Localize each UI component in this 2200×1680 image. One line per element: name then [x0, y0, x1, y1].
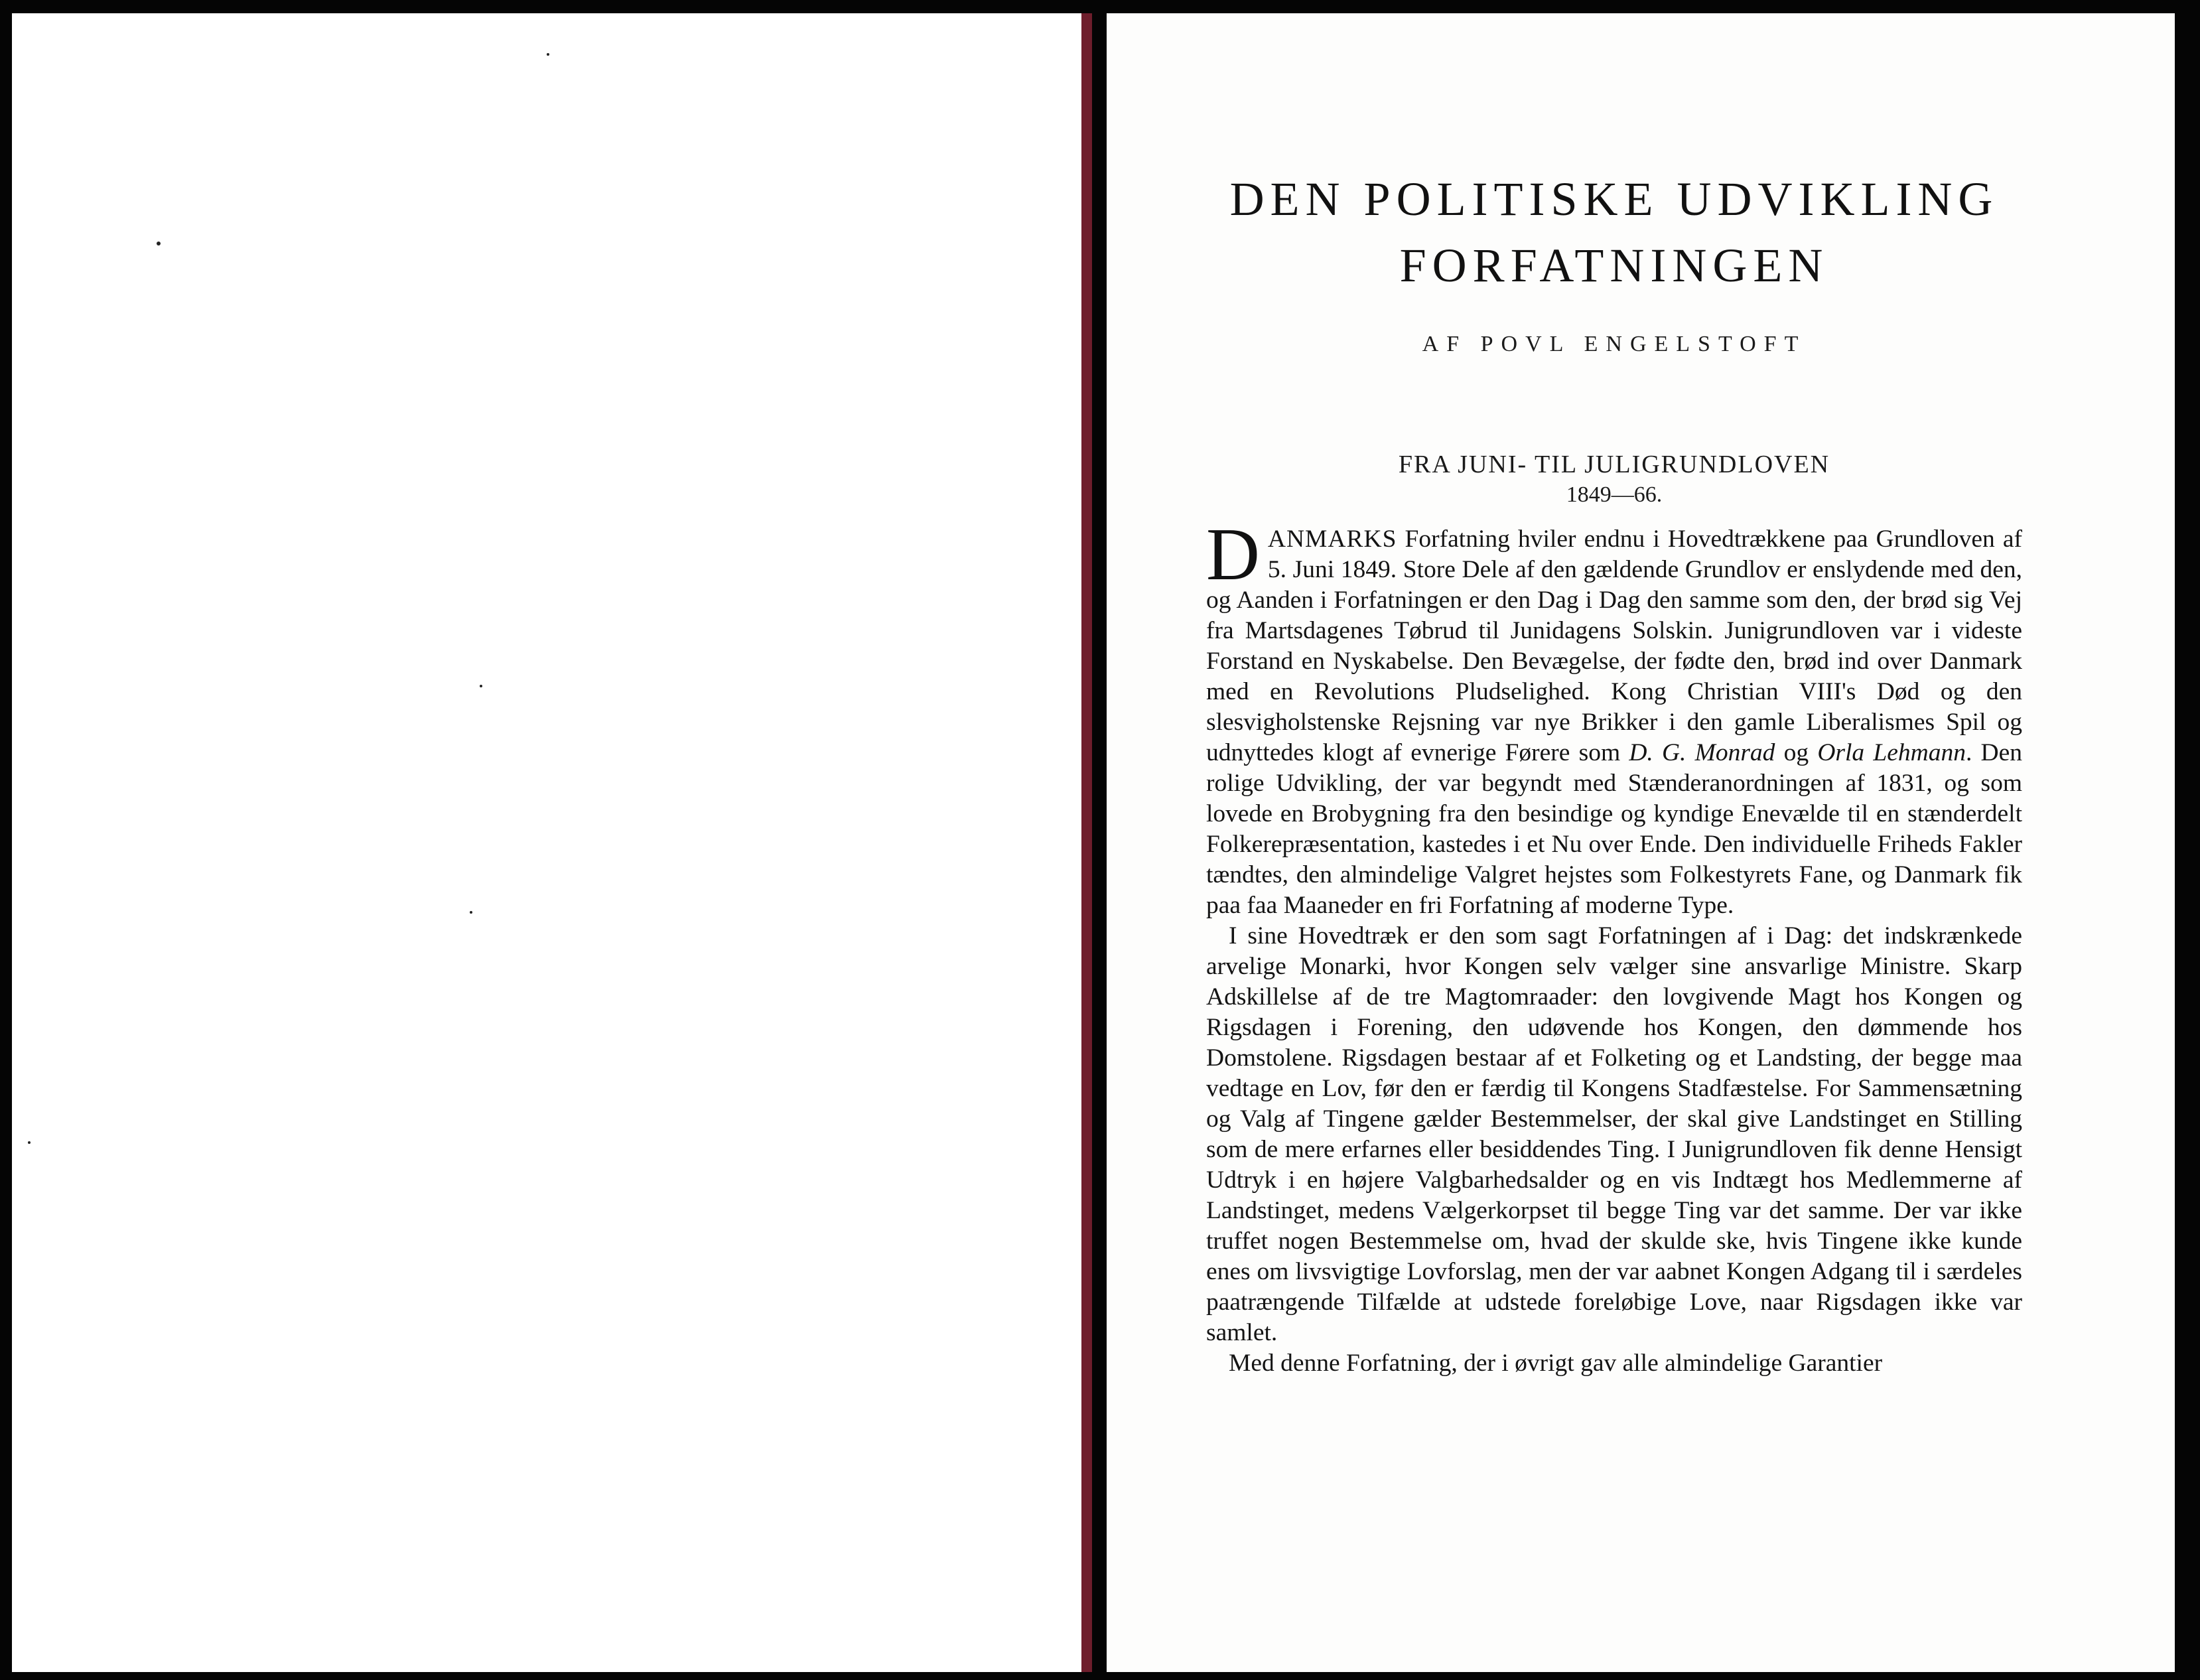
left-page-blank	[12, 13, 1088, 1672]
paragraph-1-text-b: og	[1775, 739, 1818, 766]
paper-speck	[470, 911, 472, 914]
paper-speck	[480, 685, 482, 687]
author-byline: AF POVL ENGELSTOFT	[1422, 332, 1807, 356]
section-heading: FRA JUNI- TIL JULIGRUNDLOVEN	[1398, 451, 1830, 478]
lead-word: ANMARKS	[1267, 525, 1397, 553]
title-line-2: FORFATNINGEN	[1399, 239, 1829, 292]
paper-speck	[547, 53, 549, 56]
person-name-lehmann: Orla Lehmann	[1817, 739, 1966, 766]
article-body	[1206, 514, 2022, 1379]
person-name-monrad: D. G. Monrad	[1629, 739, 1775, 766]
paragraph-1-text-a: Forfatning hviler endnu i Hovedtrækkene paa Grundloven af 5. Juni 1849. Store Dele af den gældende Grundlov er enslydende med den, og Aanden i Forfatningen er den Dag i Dag den samme som den, der brød sig Vej fra Martsdagenes Tøbrud til Junidagens Solskin. Junigrundloven var i videste Forstand en Nyskabelse. Den Bevægelse, der fødte den, brød ind over Danmark med en Revolutions Pludselighed. Kong Christian VIII's Død og den slesvigholstenske Rejsning var nye Brikker i den gamle Liberalismes Spil og udnyttedes klogt af evnerige Førere som	[1206, 525, 2022, 766]
right-page	[1107, 13, 2175, 1672]
title-line-1: DEN POLITISKE UDVIKLING	[1229, 173, 1999, 226]
paragraph-2: I sine Hovedtræk er den som sagt Forfatningen af i Dag: det indskrænkede arvelige Monarki, hvor Kongen selv vælger sine ansvarlige Ministre. Skarp Adskillelse af de tre Magtomraader: den lovgivende Magt hos Kongen og Rigsdagen i Forening, den udøvende hos Kongen, den dømmende hos Domstolene. Rigsdagen bestaar af et Folketing og et Landsting, der begge maa vedtage en Lov, før den er færdig til Kongens Stadfæstelse. For Sammensætning og Valg af Tingene gælder Bestemmelser, der skal give Landstinget en Stilling som de mere erfarnes eller besiddendes Ting. I Junigrundloven fik denne Hensigt Udtryk i en højere Valgbarhedsalder og en vis Indtægt hos Medlemmerne af Landstinget, medens Vælgerkorpset til begge Ting var det samme. Der var ikke truffet nogen Bestemmelse om, hvad der skulde ske, hvis Tingene ikke kunde enes om livsvigtige Lovforslag, men der var aabnet Kongen Adgang til i særdeles paatrængende Tilfælde at udstede foreløbige Love, naar Rigsdagen ikke var samlet.	[1206, 922, 2022, 1346]
paragraph-1-text-c: . Den rolige Udvikling, der var begyndt med Stænderanordningen af 1831, og som lovede en Brobygning fra den besindige og kyndige Enevælde til en stænderdelt Folkerepræsentation, kastedes i et Nu over Ende. Den individuelle Friheds Fakler tændtes, den almindelige Valgret hejstes som Folkestyrets Fane, og Danmark fik paa faa Maaneder en fri Forfatning af moderne Type.	[1206, 739, 2022, 919]
book-gutter	[1081, 13, 1092, 1672]
section-years: 1849—66.	[1566, 482, 1663, 507]
drop-cap: D	[1206, 514, 1260, 596]
paper-speck	[157, 242, 161, 245]
paragraph-1	[1206, 514, 2022, 921]
paragraph-3: Med denne Forfatning, der i øvrigt gav alle almindelige Garantier	[1229, 1350, 1883, 1377]
paper-speck	[28, 1141, 31, 1144]
article	[1206, 13, 2022, 1379]
